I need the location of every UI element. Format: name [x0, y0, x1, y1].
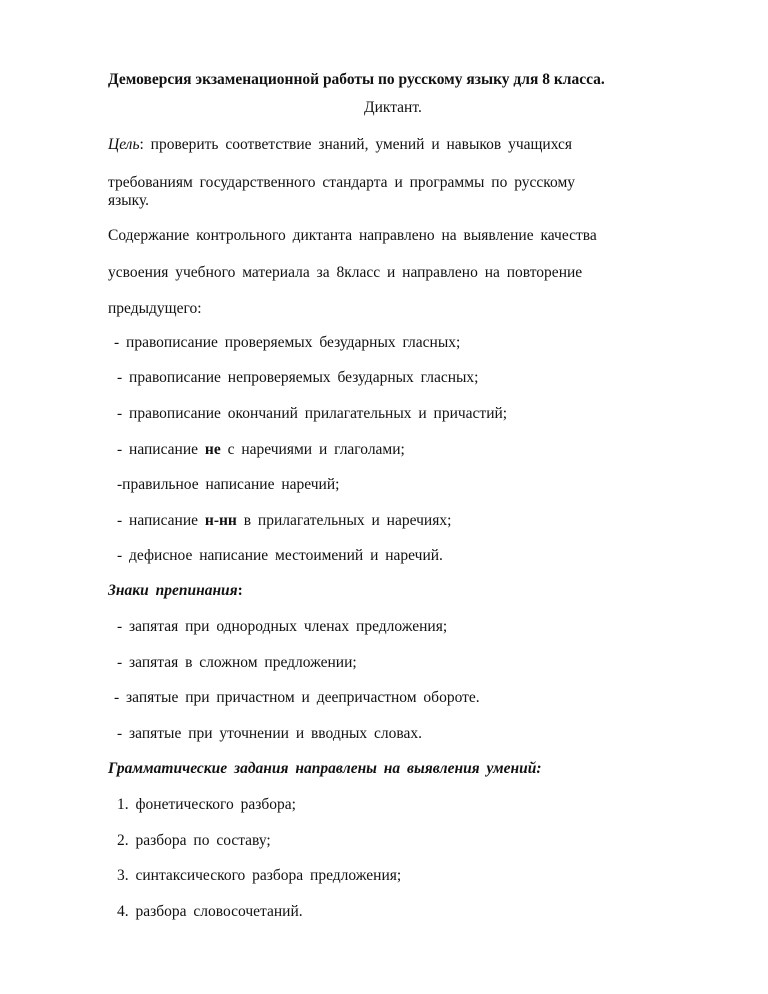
goal-line-3: языку.: [108, 192, 150, 209]
content-line-2: усвоения учебного материала за 8класс и направлено на повторение: [108, 264, 583, 281]
content-line-1: Содержание контрольного диктанта направлено на выявление качества: [108, 227, 597, 244]
punctuation-heading-colon: :: [237, 582, 243, 599]
punctuation-heading: [108, 583, 243, 599]
spelling-item-nn: [117, 513, 451, 529]
spelling-item-1: - правописание проверяемых безударных гласных;: [114, 334, 461, 351]
punctuation-item-3: - запятые при причастном и деепричастном обороте.: [114, 689, 480, 706]
goal-line-2: требованиям государственного стандарта и программы по русскому: [108, 174, 576, 191]
ne-prefix: - написание: [117, 441, 199, 458]
goal-label: Цель: [108, 136, 140, 153]
document-subtitle: Диктант.: [364, 99, 422, 116]
spelling-item-3: - правописание окончаний прилагательных и причастий;: [117, 405, 508, 422]
ne-suffix: с наречиями и глаголами;: [227, 441, 405, 458]
punctuation-item-2: - запятая в сложном предложении;: [117, 654, 357, 671]
content-line-3: предыдущего:: [108, 300, 202, 317]
document-title: Демоверсия экзаменационной работы по русскому языку для 8 класса.: [108, 71, 605, 88]
punctuation-item-4: - запятые при уточнении и вводных словах.: [117, 725, 423, 742]
spelling-item-2: - правописание непроверяемых безударных гласных;: [117, 369, 479, 386]
grammar-item-3: 3. синтаксического разбора предложения;: [117, 867, 402, 884]
goal-line-1: [108, 137, 572, 153]
grammar-item-4: 4. разбора словосочетаний.: [117, 903, 303, 920]
ne-bold: не: [204, 441, 221, 458]
nn-bold: н-нн: [204, 512, 237, 529]
punctuation-heading-text: Знаки препинания: [108, 582, 238, 599]
punctuation-item-1: - запятая при однородных членах предложения;: [117, 618, 448, 635]
nn-suffix: в прилагательных и наречиях;: [243, 512, 452, 529]
grammar-heading: Грамматические задания направлены на выявления умений:: [108, 760, 542, 777]
grammar-item-1: 1. фонетического разбора;: [117, 796, 296, 813]
spelling-item-ne: [117, 442, 405, 458]
spelling-item-hyphen: - дефисное написание местоимений и наречий.: [117, 547, 443, 564]
nn-prefix: - написание: [117, 512, 199, 529]
grammar-item-2: 2. разбора по составу;: [117, 832, 271, 849]
spelling-item-adverbs: -правильное написание наречий;: [117, 476, 340, 493]
goal-text: : проверить соответствие знаний, умений и навыков учащихся: [139, 136, 573, 153]
